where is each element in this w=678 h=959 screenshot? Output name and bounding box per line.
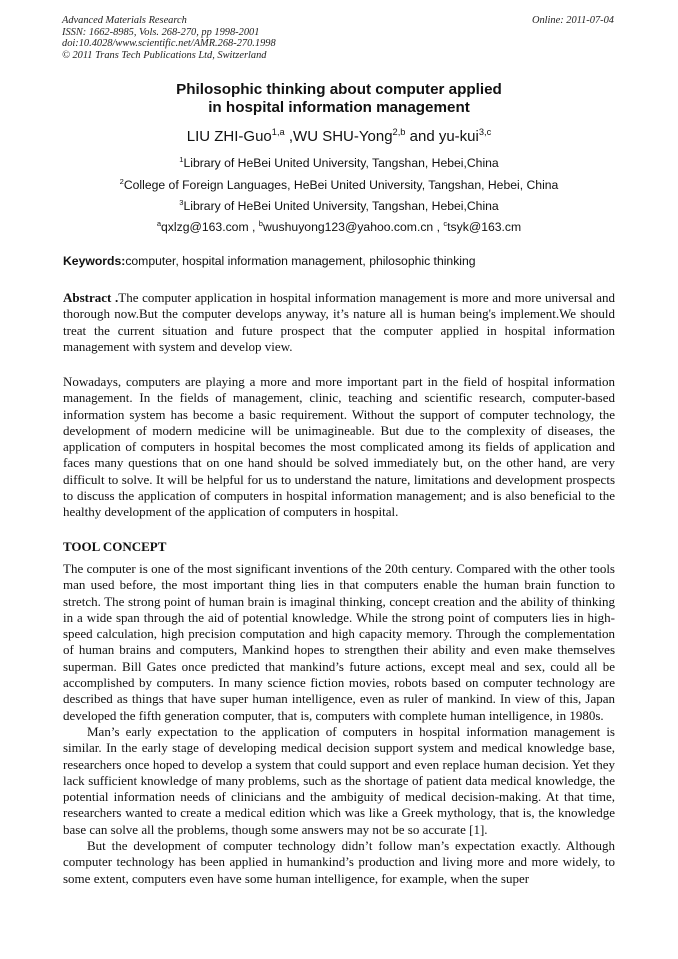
affiliation-3-sup: 3 bbox=[179, 197, 184, 207]
affiliation-3 bbox=[0, 199, 678, 213]
section-body bbox=[63, 561, 615, 887]
abstract bbox=[63, 290, 615, 355]
abstract-text: The computer application in hospital information management is more and more universal and thorough now.But the computer develops anyway, it’s nature all is human being's implement.We should treat the current situation and future prospect that the computer applied in hospital information management with system and develop view. bbox=[63, 290, 615, 354]
email-c-sup: c bbox=[443, 218, 448, 228]
affiliation-3-text: Library of HeBei United University, Tangshan, Hebei,China bbox=[183, 199, 499, 213]
author-list bbox=[0, 128, 678, 145]
abstract-label: Abstract . bbox=[63, 290, 119, 305]
doi-line: doi:10.4028/www.scientific.net/AMR.268-270.1998 bbox=[62, 38, 276, 50]
email-b: wushuyong123@yahoo.com.cn , bbox=[262, 220, 444, 234]
journal-header bbox=[62, 15, 276, 61]
title-line-1: Philosophic thinking about computer applied bbox=[176, 81, 502, 98]
email-a-sup: a bbox=[156, 218, 162, 228]
author-2-sup: 2,b bbox=[392, 127, 406, 137]
section-title: TOOL CONCEPT bbox=[63, 539, 167, 554]
paragraph-3: But the development of computer technology didn’t follow man’s expectation exactly. Although computer technology has been applied in humankind’s production and living more and more widely, to some extent, computers even have some human intelligence, for example, when the super bbox=[63, 838, 615, 886]
email-c: tsyk@163.cm bbox=[447, 220, 522, 234]
paragraph-1: The computer is one of the most significant inventions of the 20th century. Compared with the other tools man used before, the most important thing lies in that computers enable the human brain function to stretch. The strong point of human brain is imaginal thinking, concept creation and the ability of thinking in a wide span through the aid of potential knowledge. While the strong point of computers lies in high-speed calculation, high precision computation and high capacity memory. Through the complementation of human brains and computers, Mankind hopes to strengthen their ability and even make themselves superman. Bill Gates once predicted that mankind’s future actions, except meal and sex, could all be accomplished by computers. In many science fiction movies, robots based on computer technology are described as things that have super human intelligence, even as ruler of mankind. In view of this, Japan developed the fifth generation computer, that is, computers with complete human intelligence, in 1980s. bbox=[63, 561, 615, 723]
affiliation-2-text: College of Foreign Languages, HeBei United University, Tangshan, Hebei, China bbox=[123, 178, 559, 192]
keywords-label: Keywords: bbox=[63, 254, 126, 268]
affiliation-2-sup: 2 bbox=[119, 176, 124, 186]
affiliation-1 bbox=[0, 156, 678, 170]
journal-name: Advanced Materials Research bbox=[62, 15, 187, 26]
author-3: and yu-kui bbox=[405, 128, 479, 145]
author-1: LIU ZHI-Guo bbox=[186, 128, 272, 145]
keywords bbox=[63, 254, 476, 268]
copyright-line: © 2011 Trans Tech Publications Ltd, Switzerland bbox=[62, 49, 267, 61]
intro-text: Nowadays, computers are playing a more and more important part in the field of hospital information management. In the fields of management, clinic, teaching and scientific research, computer-based information system has become a basic requirement. Without the support of computer technology, the development of modern medicine will be unimagineable. But due to the complexity of diseases, the application of computers in hospital becomes the most complicated among its fields of application and faces many questions that on one hand should be solved immediately but, on the other hand, are very difficult to solve. It will be helpful for us to understand the nature, limitations and development prospects to discuss the application of computers in hospital information management; and is also beneficial to the healthy development of the application of computers in hospital. bbox=[63, 374, 615, 520]
paragraph-2: Man’s early expectation to the application of computers in hospital information management is similar. In the early stage of developing medical decision support system and medical knowledge base, researchers once hoped to develop a system that could support and even replace human decision. Yet they lack sufficient knowledge of many problems, such as the shortage of patient data medical knowledge, the potential information needs of clinicians and the ambiguity of medical decision-making. At that time, researchers wanted to create a medical edition which was like a Greek mythology, that is, the knowledge base can solve all the problems, though some answers may not be so accurate [1]. bbox=[63, 723, 615, 837]
paper-title bbox=[0, 81, 678, 117]
online-date: Online: 2011-07-04 bbox=[531, 15, 614, 26]
issn-line: ISSN: 1662-8985, Vols. 268-270, pp 1998-2001 bbox=[62, 26, 260, 38]
title-line-2: in hospital information management bbox=[208, 99, 470, 116]
affiliation-2 bbox=[0, 178, 678, 192]
affiliation-1-text: Library of HeBei United University, Tangshan, Hebei,China bbox=[183, 156, 499, 170]
affiliation-1-sup: 1 bbox=[179, 154, 184, 164]
author-1-sup: 1,a bbox=[271, 127, 285, 137]
email-b-sup: b bbox=[258, 218, 263, 228]
author-3-sup: 3,c bbox=[478, 127, 492, 137]
email-a: qxlzg@163.com , bbox=[161, 220, 259, 234]
intro-paragraph bbox=[63, 374, 615, 521]
email-line bbox=[0, 220, 678, 234]
keywords-text: computer, hospital information management, philosophic thinking bbox=[125, 254, 476, 268]
author-2: ,WU SHU-Yong bbox=[284, 128, 393, 145]
